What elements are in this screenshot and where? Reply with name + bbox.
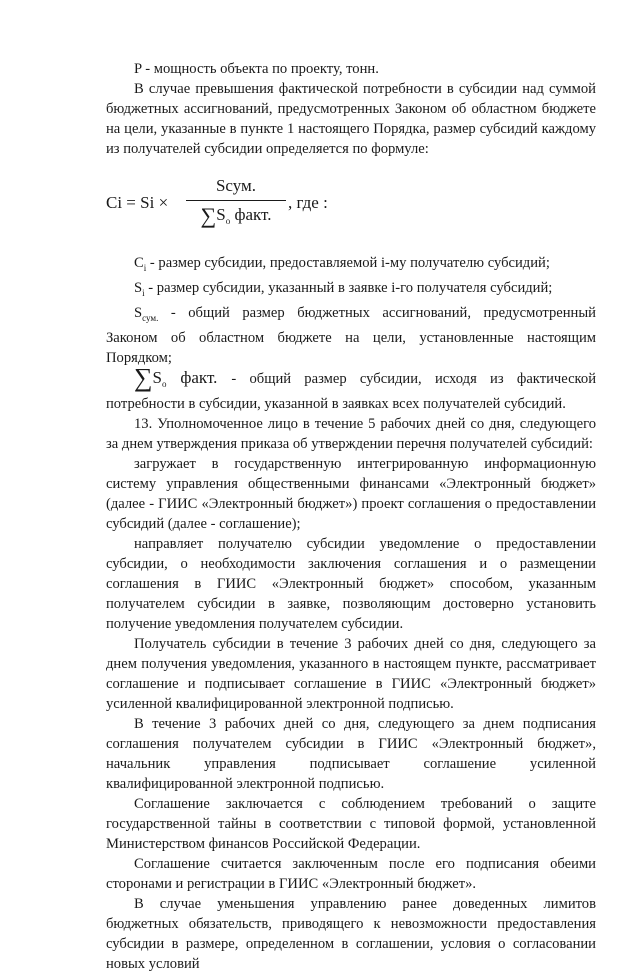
sum-symbol: $\sum S_о$ факт. bbox=[134, 363, 218, 392]
formula bbox=[106, 169, 596, 239]
definition-ci: $C_i$ - размер субсидии, предоставляемой i-му получателю субсидий; bbox=[134, 255, 550, 273]
paragraph: Соглашение считается заключенным после его подписания обеими сторонами и регистрации в ГИИС «Электронный бюджет». bbox=[106, 856, 596, 892]
formula-lhs: Ci = Si × bbox=[106, 193, 169, 212]
definition-ssum: $S_{сум.}$ - общий размер бюджетных ассигнований, предусмотренный Законом об областном бюджете на цели, установленные настоящим Порядком; bbox=[106, 305, 596, 366]
paragraph: Получатель субсидии в течение 3 рабочих дней со дня, следующего за днем получения уведомления, указанного в настоящем пункте, рассматривает соглашение и подписывает соглашение в ГИИС «Электронный бюджет» усиленной квалифицированной электронной подписью. bbox=[106, 636, 596, 712]
paragraph: загружает в государственную интегрированную информационную систему управления общественными финансами «Электронный бюджет» (далее - ГИИС «Электронный бюджет») проект соглашения о предоставлении субсидий (далее - соглашение); bbox=[106, 456, 596, 532]
paragraph: В течение 3 рабочих дней со дня, следующего за днем подписания соглашения получателем субсидии в ГИИС «Электронный бюджет», начальник управления подписывает соглашение усиленной квалифицированной электронной подписью. bbox=[106, 716, 596, 792]
definition-sum-fact: $\sum S_о$ факт. - общий размер субсидии, исходя из фактической потребности в субсидии, указанной в заявках всех получателей субсидий. bbox=[106, 363, 597, 412]
paragraph: P - мощность объекта по проекту, тонн. bbox=[134, 61, 379, 77]
paragraph: Соглашение заключается с соблюдением требований о защите государственной тайны в соответствии с типовой формой, установленной Министерством финансов Российской Федерации. bbox=[106, 796, 596, 852]
fraction-bar bbox=[186, 200, 286, 201]
paragraph: направляет получателю субсидии уведомление о предоставлении субсидии, о необходимости заключения соглашения и о размещении соглашения в ГИИС «Электронный бюджет» способом, указанным получателем субсидии в заявке, позволяющим достоверно установить получение уведомления получателем субсидии. bbox=[106, 536, 596, 632]
formula-fraction bbox=[186, 175, 286, 227]
paragraph: 13. Уполномоченное лицо в течение 5 рабочих дней со дня, следующего за днем утверждения приказа об утверждении перечня получателей субсидий: bbox=[106, 416, 596, 452]
document-body bbox=[106, 59, 596, 974]
formula-numerator: Sсум. bbox=[215, 176, 257, 195]
definition-si: $S_i$ - размер субсидии, указанный в заявке i-го получателя субсидий; bbox=[134, 280, 553, 298]
formula-suffix: , где : bbox=[288, 193, 328, 212]
formula-denominator: $\sum S_о$ факт. bbox=[200, 203, 272, 228]
paragraph: В случае уменьшения управлению ранее доведенных лимитов бюджетных обязательств, приводящего к невозможности предоставления субсидии в размере, определенном в соглашении, условия о согласовании новых условий bbox=[106, 896, 596, 972]
paragraph: В случае превышения фактической потребности в субсидии над суммой бюджетных ассигнований, предусмотренных Законом об областном бюджете на цели, указанные в пункте 1 настоящего Порядка, размер субсидий каждому из получателей субсидии определяется по формуле: bbox=[106, 81, 596, 157]
